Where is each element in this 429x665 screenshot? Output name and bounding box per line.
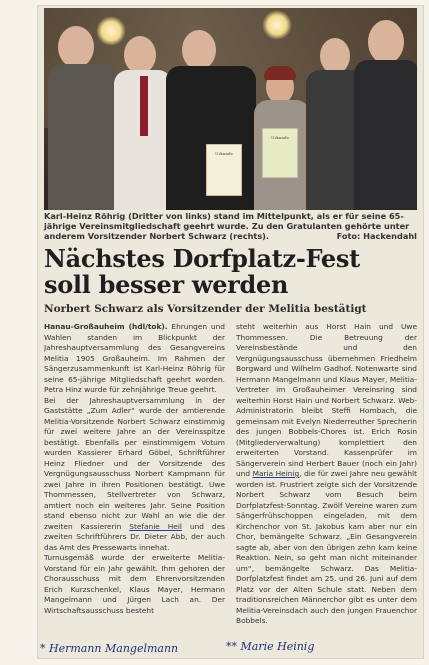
article-column-2 xyxy=(236,322,417,658)
article-paragraph xyxy=(44,396,225,554)
handwritten-note: ** Marie Heinig xyxy=(226,640,315,653)
handwritten-note: * Hermann Mangelmann xyxy=(40,642,179,655)
headline xyxy=(44,246,417,298)
wall-lamp xyxy=(262,10,292,40)
certificate-label: Urkunde xyxy=(215,151,233,156)
paragraph-text: steht weiterhin aus Horst Hain und Uwe Thommessen. Die Betreuung der Vereinsbestände und den Vergnügungsausschuss übernehmen Friedhelm Borgward und Wilhelm Gadhof. Notenwarte sind Hermann Mangelmann und Klaus Mayer, Melitia-Vertreter im Großauheimer Vereinsring sind weiterhin Horst Hain und Norbert Schwarz. Web-Administratorin bleibt Steffi Hombach, die gemeinsam mit Evelyn Niederreuther Sprecherin des jungen Bobbels-Chores ist. Erich Rosin (Mitgliederverwaltung) komplettiert den erweiterten Vorstand. Kassenprüfer im Sängerverein sind Herbert Bauer (noch ein Jahr) und xyxy=(236,322,417,478)
article-column-1 xyxy=(44,322,225,658)
dateline: Hanau-Großauheim (hdl/tok). xyxy=(44,322,168,331)
article-paragraph xyxy=(236,322,417,627)
certificate-right xyxy=(262,128,298,178)
paragraph-text: Turnusgemäß wurde der erweiterte Melitia-Vorstand für ein Jahr gewählt. Ihm gehoren der Chorausschuss mit dem Ehrenvorsitzenden Erich Kurzschenkel, Klaus Mayer, Hermann Mangelmann und Jürgen Lach an. Der Wirtschaftsausschuss besteht xyxy=(44,553,225,615)
paragraph-text: Bei der Jahreshauptversammlung in der Gaststätte „Zum Adler“ wurde der amtierende Melitia-Vorsitzende Norbert Schwarz einstimmig für zwei weitere Jahre an der Vereinsspitze bestätigt. Ebenfalls per einstimmigem Votum wurden Kassierer Erhard Göbel, Schriftführer Heinz Fliedner und der Vorsitzende des Vergnügungsausschuss Norbert Kampmann für zwei Jahre in ihren Positionen bestätigt. Uwe Thommessen, Stellvertreter von Schwarz, amtiert noch ein weiteres Jahr. Seine Position stand ebenso nicht zur Wahl an wie die der zweiten Kassiererin xyxy=(44,395,225,531)
headline-line-1: Nächstes Dorfplatz-Fest xyxy=(44,244,360,273)
article-paragraph xyxy=(44,322,225,396)
caption-text: Karl-Heinz Röhrig (Dritter von links) stand im Mittelpunkt, als er für seine 65-jährige Vereinsmitgliedschaft geehrt wurde. Zu den Gratulanten gehörte unter anderem Vorsitzender Norbert Schwarz (rechts). xyxy=(44,211,410,241)
headline-line-2: soll besser werden xyxy=(44,270,289,299)
wall-lamp xyxy=(96,16,126,46)
underlined-name: Maria Heinig xyxy=(252,469,300,478)
photo-caption xyxy=(44,211,417,241)
group-photo xyxy=(44,8,417,210)
underlined-name: Stefanie Heil xyxy=(129,521,182,531)
article-paragraph xyxy=(44,553,225,616)
certificate-label: Urkunde xyxy=(271,135,289,140)
photo-credit: Foto: Hackendahl xyxy=(336,231,417,241)
paragraph-text: Ehrungen und Wahlen standen im Blickpunkt der Jahreshauptversammlung des Gesangvereins Melitia 1905 Großauheim. Im Rahmen der Sängerzusammenkunft ist Karl-Heinz Röhrig für seine 65-jährige Mitgliedschaft geehrt worden. Petra Hinz wurde für zehnjährige Treue geehrt. xyxy=(44,322,225,394)
subheadline: Norbert Schwarz als Vorsitzender der Melitia bestätigt xyxy=(44,303,367,315)
paragraph-text: , die für zwei Jahre neu gewählt worden ist. Frustriert zeigte sich der Vorsitzende Norbert Schwarz vom Besuch beim Dorfplatzfest-Sonntag. Zwölf Vereine waren zum Sängerfrühschoppen eingeladen, mit dem Kirchenchor von St. Jakobus kam aber nur ein Chor, bemängelte Schwarz. „Ein Gesangverein sagte ab, aber von den übrigen zehn kam keine Reaktion. Nein, so geht man nicht miteinander um“, bemängelte Schwarz. Das Melitia-Dorfplatzfest findet am 25. und 26. Juni auf dem Platz vor der Alten Schule statt. Neben dem traditionsreichen Männerchor gibt es unter dem Melitia-Vereinsdach auch den jungen Frauenchor Bobbels. xyxy=(236,469,417,625)
paragraph-text: und des zweiten Schriftführers Dr. Dieter Abb, der auch das Amt des Pressewarts innehat. xyxy=(44,521,225,552)
certificate-left xyxy=(206,144,242,196)
